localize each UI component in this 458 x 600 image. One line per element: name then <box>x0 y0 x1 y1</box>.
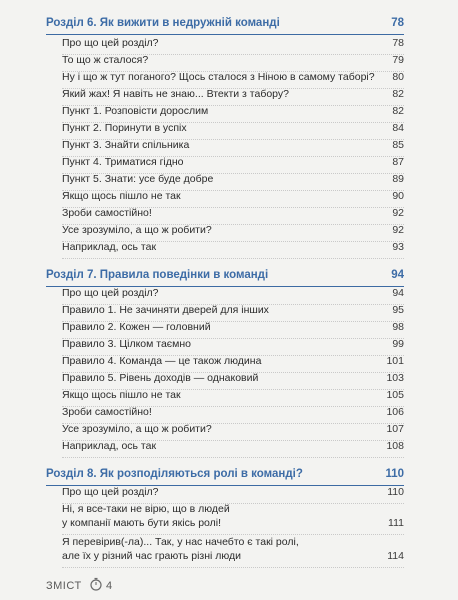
entry-page-number: 111 <box>388 517 404 529</box>
entry-title: Усе зрозуміло, а що ж робити? <box>62 224 212 236</box>
entry-title: Пункт 2. Поринути в успіх <box>62 122 187 134</box>
entry-page-number: 90 <box>392 190 404 202</box>
entry-page-number: 105 <box>386 389 404 401</box>
toc-entry <box>62 406 404 424</box>
entry-title-line-2: у компанії мають бути якісь ролі! <box>62 517 222 529</box>
toc-entry <box>62 241 404 259</box>
section-header <box>46 468 404 486</box>
entry-title: Правило 3. Цілком таємно <box>62 338 192 350</box>
section-header <box>46 269 404 287</box>
section-8 <box>46 468 404 486</box>
entry-title-line-1: Я перевірив(-ла)... Так, у нас начебто є такі ролі, <box>62 536 299 548</box>
section-title: Розділ 7. Правила поведінки в команді <box>46 269 269 281</box>
toc-entry <box>62 139 404 157</box>
toc-entry <box>62 71 404 89</box>
entry-page-number: 82 <box>392 88 404 100</box>
entry-title: Пункт 3. Знайти спільника <box>62 139 190 151</box>
entry-page-number: 85 <box>392 139 404 151</box>
entry-title: Ну і що ж тут поганого? Щось сталося з Ніною в самому таборі? <box>62 71 375 83</box>
entry-page-number: 101 <box>386 355 404 367</box>
entry-page-number: 80 <box>392 71 404 83</box>
entry-page-number: 98 <box>392 321 404 333</box>
entry-title: Який жах! Я навіть не знаю... Втекти з табору? <box>62 88 289 100</box>
toc-entry <box>62 389 404 407</box>
entry-page-number: 110 <box>387 486 404 498</box>
section-page-number: 110 <box>385 468 404 480</box>
entry-title: Усе зрозуміло, а що ж робити? <box>62 423 212 435</box>
entry-title: Якщо щось пішло не так <box>62 190 181 202</box>
toc-entry <box>62 190 404 208</box>
toc-entry <box>62 173 404 191</box>
entry-page-number: 87 <box>392 156 404 168</box>
footer-page-number: 4 <box>106 580 113 592</box>
entry-page-number: 94 <box>392 287 404 299</box>
entry-title: Пункт 5. Знати: усе буде добре <box>62 173 214 185</box>
entry-page-number: 114 <box>387 550 404 562</box>
entry-title: Про що цей розділ? <box>62 486 159 498</box>
entry-page-number: 99 <box>392 338 404 350</box>
entry-page-number: 92 <box>392 207 404 219</box>
entry-page-number: 107 <box>386 423 404 435</box>
section-header <box>46 17 404 35</box>
entry-title: Якщо щось пішло не так <box>62 389 181 401</box>
toc-entry <box>62 338 404 356</box>
entry-title: Пункт 4. Триматися гідно <box>62 156 184 168</box>
toc-entry <box>62 207 404 225</box>
entry-title: То що ж сталося? <box>62 54 149 66</box>
toc-entry <box>62 536 404 568</box>
toc-entry <box>62 287 404 305</box>
entry-page-number: 84 <box>392 122 404 134</box>
entry-page-number: 92 <box>392 224 404 236</box>
entry-page-number: 103 <box>386 372 404 384</box>
entry-title-line-1: Ні, я все-таки не вірю, що в людей <box>62 503 230 515</box>
footer-label: ЗМІСТ <box>46 580 82 592</box>
toc-entry <box>62 355 404 373</box>
entry-title: Про що цей розділ? <box>62 37 159 49</box>
toc-entry <box>62 486 404 504</box>
toc-entry <box>62 440 404 458</box>
entry-page-number: 95 <box>392 304 404 316</box>
entry-title: Наприклад, ось так <box>62 440 157 452</box>
entry-title: Правило 2. Кожен — головний <box>62 321 211 333</box>
toc-entry <box>62 224 404 242</box>
section-page-number: 78 <box>391 17 404 29</box>
stopwatch-icon <box>89 577 103 591</box>
entry-page-number: 78 <box>392 37 404 49</box>
entry-title: Пункт 1. Розповісти дорослим <box>62 105 209 117</box>
entry-title: Правило 4. Команда — це також людина <box>62 355 262 367</box>
toc-entry <box>62 37 404 55</box>
entry-title: Правило 5. Рівень доходів — однаковий <box>62 372 259 384</box>
entry-title: Наприклад, ось так <box>62 241 157 253</box>
entry-title: Зроби самостійно! <box>62 406 152 418</box>
entry-page-number: 79 <box>392 54 404 66</box>
section-title: Розділ 6. Як вижити в недружній команді <box>46 17 280 29</box>
toc-entry <box>62 423 404 441</box>
section-title: Розділ 8. Як розподіляються ролі в команді? <box>46 468 303 480</box>
entry-title: Правило 1. Не зачиняти дверей для інших <box>62 304 269 316</box>
toc-entry <box>62 105 404 123</box>
section-page-number: 94 <box>391 269 404 281</box>
toc-entry <box>62 304 404 322</box>
entry-title-line-2: але їх у різний час грають різні люди <box>62 550 242 562</box>
toc-entry <box>62 54 404 72</box>
entry-page-number: 108 <box>386 440 404 452</box>
toc-entry <box>62 321 404 339</box>
entry-title: Про що цей розділ? <box>62 287 159 299</box>
section-6 <box>46 17 404 35</box>
entry-page-number: 89 <box>392 173 404 185</box>
entry-title: Зроби самостійно! <box>62 207 152 219</box>
toc-entry <box>62 503 404 535</box>
entry-page-number: 82 <box>392 105 404 117</box>
entry-page-number: 93 <box>392 241 404 253</box>
entry-page-number: 106 <box>386 406 404 418</box>
toc-entry <box>62 156 404 174</box>
section-7 <box>46 269 404 287</box>
toc-entry <box>62 88 404 106</box>
toc-entry <box>62 372 404 390</box>
toc-entry <box>62 122 404 140</box>
